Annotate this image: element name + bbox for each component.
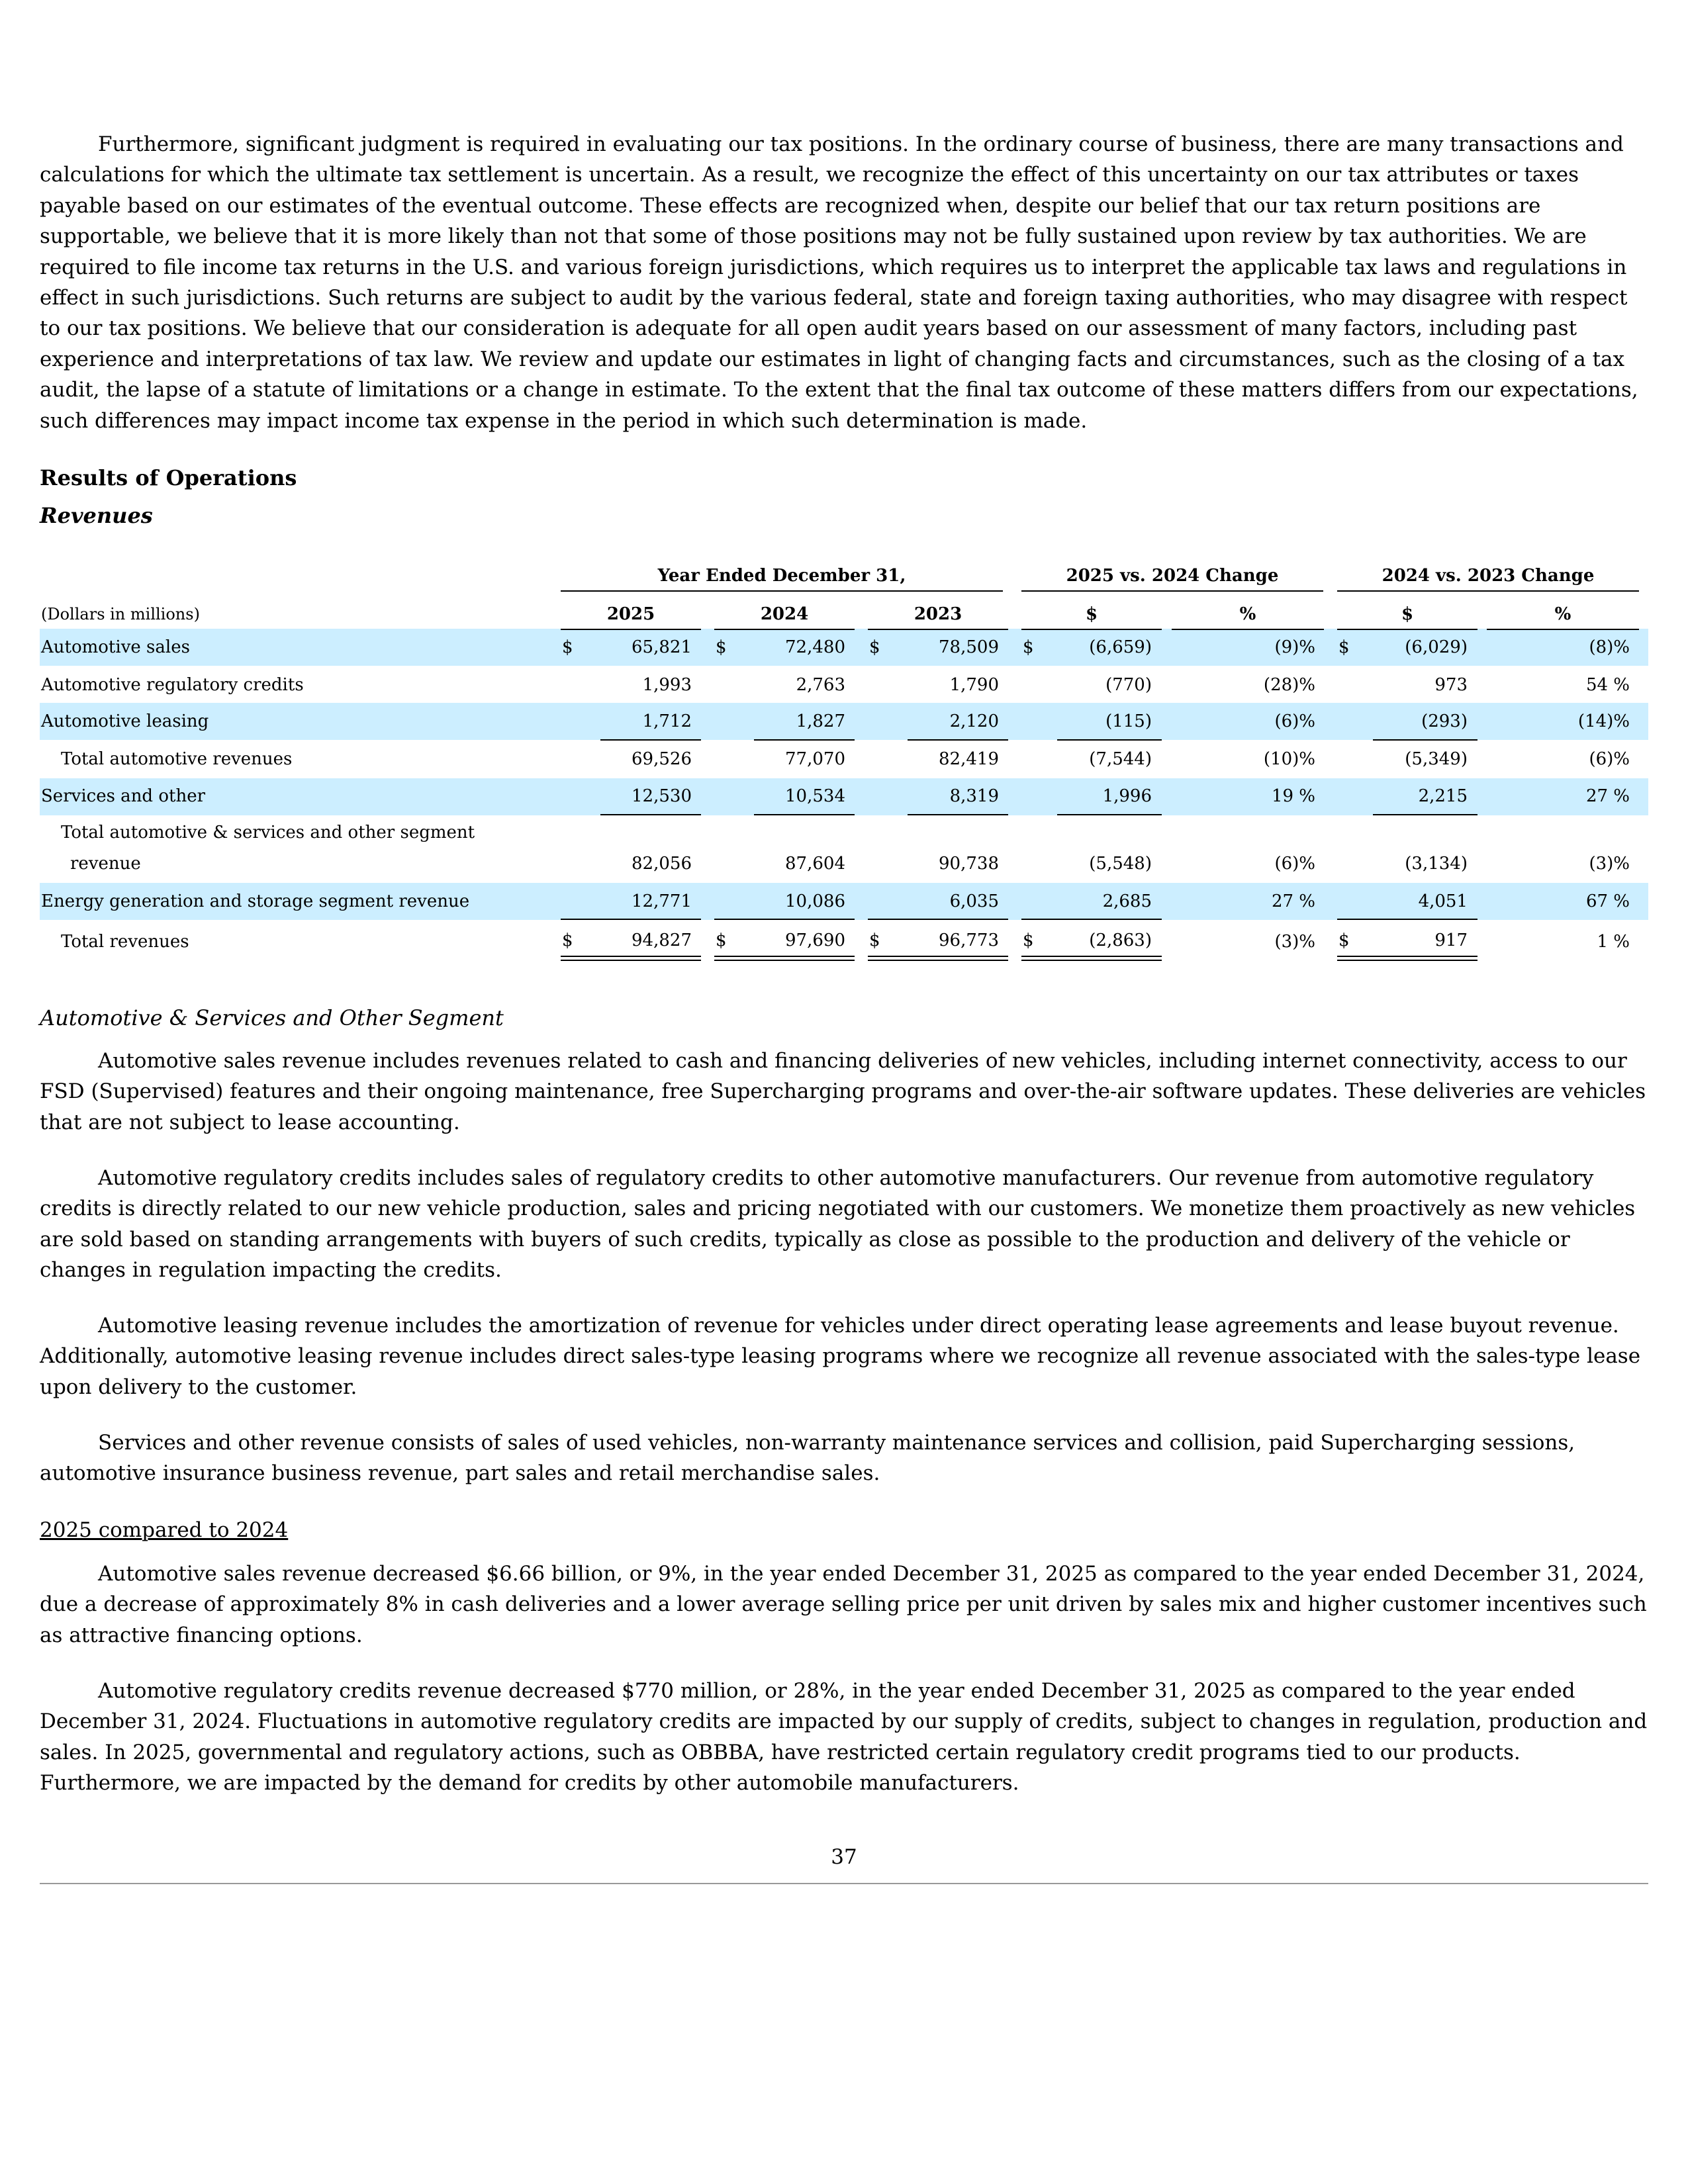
dollar-sign: $ xyxy=(1023,637,1034,657)
subtotal-rule xyxy=(1373,739,1477,741)
value-2024: 10,086 xyxy=(785,891,845,911)
value-2025: 12,771 xyxy=(632,891,692,911)
change-dollar-2: (3,134) xyxy=(1405,854,1468,874)
revenues-table xyxy=(40,556,1648,966)
change-pct-2: (3)% xyxy=(1589,854,1630,874)
subheader-rule xyxy=(561,629,701,630)
change-pct-1: 27 % xyxy=(1271,891,1315,911)
dollar-sign: $ xyxy=(562,931,573,950)
value-2024: 77,070 xyxy=(785,749,845,769)
subtotal-rule xyxy=(754,739,855,741)
section-heading-results: Results of Operations xyxy=(40,465,297,490)
total-rule xyxy=(868,919,1008,920)
col-header-change-pct: % xyxy=(1239,604,1256,624)
total-rule xyxy=(561,919,701,920)
change-pct-2: (8)% xyxy=(1589,637,1630,657)
value-2023: 8,319 xyxy=(949,786,999,806)
col-header-change2-dollar: $ xyxy=(1401,604,1414,624)
subheading-revenues: Revenues xyxy=(40,503,153,528)
row-label: Automotive sales xyxy=(41,637,190,657)
subheading-segment: Automotive & Services and Other Segment xyxy=(40,1005,504,1030)
subtotal-rule xyxy=(600,814,701,815)
double-underline xyxy=(1337,956,1477,961)
value-2024: 97,690 xyxy=(785,931,845,950)
dollar-sign: $ xyxy=(562,637,573,657)
change-dollar-1: (7,544) xyxy=(1089,749,1152,769)
value-2025: 69,526 xyxy=(632,749,692,769)
change-dollar-2: (6,029) xyxy=(1405,637,1468,657)
value-2023: 82,419 xyxy=(939,749,999,769)
header-rule xyxy=(561,590,1003,592)
value-2023: 2,120 xyxy=(949,711,999,731)
change-dollar-2: 4,051 xyxy=(1418,891,1468,911)
dollar-sign: $ xyxy=(716,931,727,950)
dollar-sign: $ xyxy=(716,637,727,657)
value-2023: 6,035 xyxy=(949,891,999,911)
change-dollar-1: (770) xyxy=(1105,675,1152,695)
value-2025: 12,530 xyxy=(632,786,692,806)
change-dollar-1: (6,659) xyxy=(1089,637,1152,657)
subheader-rule xyxy=(1021,629,1162,630)
value-2025: 1,993 xyxy=(642,675,692,695)
document-page xyxy=(40,0,1648,2184)
double-underline xyxy=(1021,956,1162,961)
row-label: Energy generation and storage segment revenue xyxy=(41,891,470,911)
subheader-rule xyxy=(714,629,855,630)
row-label: Total automotive & services and other segment xyxy=(61,823,475,842)
header-2024-vs-2023: 2024 vs. 2023 Change xyxy=(1382,566,1595,586)
paragraph-leasing: Automotive leasing revenue includes the amortization of revenue for vehicles under direct operating lease agreements and lease buyout revenue. Additionally, automotive leasing revenue includes direct sales-type leasing programs where we recognize all revenue associated with the sales-type lease upon delivery to the customer. xyxy=(40,1314,1641,1399)
value-2025: 65,821 xyxy=(632,637,692,657)
change-dollar-2: (5,349) xyxy=(1405,749,1468,769)
change-pct-1: (10)% xyxy=(1263,749,1315,769)
change-dollar-1: 1,996 xyxy=(1102,786,1152,806)
col-header-change-dollar: $ xyxy=(1085,604,1098,624)
value-2024: 10,534 xyxy=(785,786,845,806)
paragraph-automotive-sales: Automotive sales revenue includes revenues related to cash and financing deliveries of new vehicles, including internet connectivity, access to our FSD (Supervised) features and their ongoing maintenance, free Supercharging programs and over-the-air software updates. These deliveries are vehicles that are not subject to lease accounting. xyxy=(40,1049,1646,1134)
subheader-rule xyxy=(1337,629,1477,630)
subtotal-rule xyxy=(1373,814,1477,815)
row-label: Automotive regulatory credits xyxy=(41,675,304,695)
change-pct-1: (3)% xyxy=(1274,932,1315,952)
row-label: Services and other xyxy=(41,786,206,806)
change-dollar-1: 2,685 xyxy=(1102,891,1152,911)
value-2024: 1,827 xyxy=(796,711,845,731)
subheader-rule xyxy=(868,629,1008,630)
value-2025: 1,712 xyxy=(642,711,692,731)
dollar-sign: $ xyxy=(1338,931,1350,950)
change-pct-2: 67 % xyxy=(1585,891,1630,911)
row-label: Total automotive revenues xyxy=(61,749,293,769)
change-pct-2: (6)% xyxy=(1589,749,1630,769)
value-2025: 94,827 xyxy=(632,931,692,950)
change-pct-1: (9)% xyxy=(1274,637,1315,657)
dollar-sign: $ xyxy=(869,931,880,950)
total-rule xyxy=(1337,919,1477,920)
col-header-2024: 2024 xyxy=(760,604,809,624)
dollar-sign: $ xyxy=(1023,931,1034,950)
value-2023: 78,509 xyxy=(939,637,999,657)
change-dollar-2: 973 xyxy=(1434,675,1468,695)
paragraph-regulatory-credits: Automotive regulatory credits includes sales of regulatory credits to other automotive manufacturers. Our revenue from automotive regulatory credits is directly related to our new vehicle production, sales and pricing negotiated with our customers. We monetize them proactively as new vehicles are sold based on standing arrangements with buyers of such credits, typically as close as possible to the production and delivery of the vehicle or changes in regulation impacting the credits. xyxy=(40,1166,1636,1283)
row-label: Total revenues xyxy=(61,932,189,952)
header-rule xyxy=(1021,590,1323,592)
subtotal-rule xyxy=(908,739,1008,741)
subtotal-rule xyxy=(1057,739,1162,741)
paragraph-sales-decrease: Automotive sales revenue decreased $6.66 billion, or 9%, in the year ended December 31, 2025 as compared to the year ended December 31, 2024, due a decrease of approximately 8% in cash deliveries and a lower average selling price per unit driven by sales mix and higher customer incentives such as attractive financing options. xyxy=(40,1562,1647,1647)
subtotal-rule xyxy=(908,814,1008,815)
change-dollar-2: (293) xyxy=(1421,711,1468,731)
double-underline xyxy=(561,956,701,961)
row-label-continued: revenue xyxy=(70,854,141,874)
col-header-change2-pct: % xyxy=(1554,604,1571,624)
change-pct-1: (28)% xyxy=(1263,675,1315,695)
value-2023: 1,790 xyxy=(949,675,999,695)
double-underline xyxy=(868,956,1008,961)
header-rule xyxy=(1337,590,1639,592)
subheader-rule xyxy=(1487,629,1639,630)
change-pct-2: (14)% xyxy=(1577,711,1630,731)
subtotal-rule xyxy=(1057,814,1162,815)
subheading-comparison: 2025 compared to 2024 xyxy=(40,1518,289,1542)
change-dollar-1: (2,863) xyxy=(1089,931,1152,950)
total-rule xyxy=(1021,919,1162,920)
change-pct-2: 27 % xyxy=(1585,786,1630,806)
total-rule xyxy=(714,919,855,920)
change-pct-2: 1 % xyxy=(1597,932,1630,952)
change-pct-1: (6)% xyxy=(1274,711,1315,731)
col-header-2023: 2023 xyxy=(914,604,962,624)
value-2024: 2,763 xyxy=(796,675,845,695)
dollar-sign: $ xyxy=(1338,637,1350,657)
paragraph-services: Services and other revenue consists of sales of used vehicles, non-warranty maintenance services and collision, paid Supercharging sessions, automotive insurance business revenue, part sales and retail merchandise sales. xyxy=(40,1431,1575,1486)
header-year-ended: Year Ended December 31, xyxy=(657,566,906,586)
dollar-sign: $ xyxy=(869,637,880,657)
footer-divider xyxy=(40,1883,1648,1884)
page-number: 37 xyxy=(831,1845,857,1869)
change-dollar-1: (115) xyxy=(1105,711,1152,731)
units-label: (Dollars in millions) xyxy=(41,605,200,623)
subtotal-rule xyxy=(600,739,701,741)
subtotal-rule xyxy=(754,814,855,815)
paragraph-tax-positions: Furthermore, significant judgment is required in evaluating our tax positions. In the ordinary course of business, there are many transactions and calculations for which the ultimate tax settlement is uncertain. As a result, we recognize the effect of this uncertainty on our tax attributes or taxes payable based on our estimates of the eventual outcome. These effects are recognized when, despite our belief that our tax return positions are supportable, we believe that it is more likely than not that some of those positions may not be fully sustained upon review by tax authorities. We are required to file income tax returns in the U.S. and various foreign jurisdictions, which requires us to interpret the applicable tax laws and regulations in effect in such jurisdictions. Such returns are subject to audit by the various federal, state and foreign taxing authorities, who may disagree with respect to our tax positions. We believe that our consideration is adequate for all open audit years based on our assessment of many factors, including past experience and interpretations of tax law. We review and update our estimates in light of changing facts and circumstances, such as the closing of a tax audit, the lapse of a statute of limitations or a change in estimate. To the extent that the final tax outcome of these matters differs from our expectations, such differences may impact income tax expense in the period in which such determination is made. xyxy=(40,132,1638,433)
double-underline xyxy=(714,956,855,961)
change-dollar-1: (5,548) xyxy=(1089,854,1152,874)
paragraph-credits-decrease: Automotive regulatory credits revenue decreased $770 million, or 28%, in the year ended December 31, 2025 as compared to the year ended December 31, 2024. Fluctuations in automotive regulatory credits are impacted by our supply of credits, subject to changes in regulation, production and sales. In 2025, governmental and regulatory actions, such as OBBBA, have restricted certain regulatory credit programs tied to our products. Furthermore, we are impacted by the demand for credits by other automobile manufacturers. xyxy=(40,1679,1648,1796)
subheader-rule xyxy=(1172,629,1324,630)
value-2025: 82,056 xyxy=(632,854,692,874)
value-2023: 96,773 xyxy=(939,931,999,950)
value-2023: 90,738 xyxy=(939,854,999,874)
col-header-2025: 2025 xyxy=(606,604,655,624)
change-pct-1: (6)% xyxy=(1274,854,1315,874)
change-dollar-2: 917 xyxy=(1434,931,1468,950)
change-pct-1: 19 % xyxy=(1271,786,1315,806)
value-2024: 87,604 xyxy=(785,854,845,874)
value-2024: 72,480 xyxy=(785,637,845,657)
change-pct-2: 54 % xyxy=(1585,675,1630,695)
change-dollar-2: 2,215 xyxy=(1418,786,1468,806)
header-2025-vs-2024: 2025 vs. 2024 Change xyxy=(1066,566,1279,586)
row-label: Automotive leasing xyxy=(41,711,209,731)
